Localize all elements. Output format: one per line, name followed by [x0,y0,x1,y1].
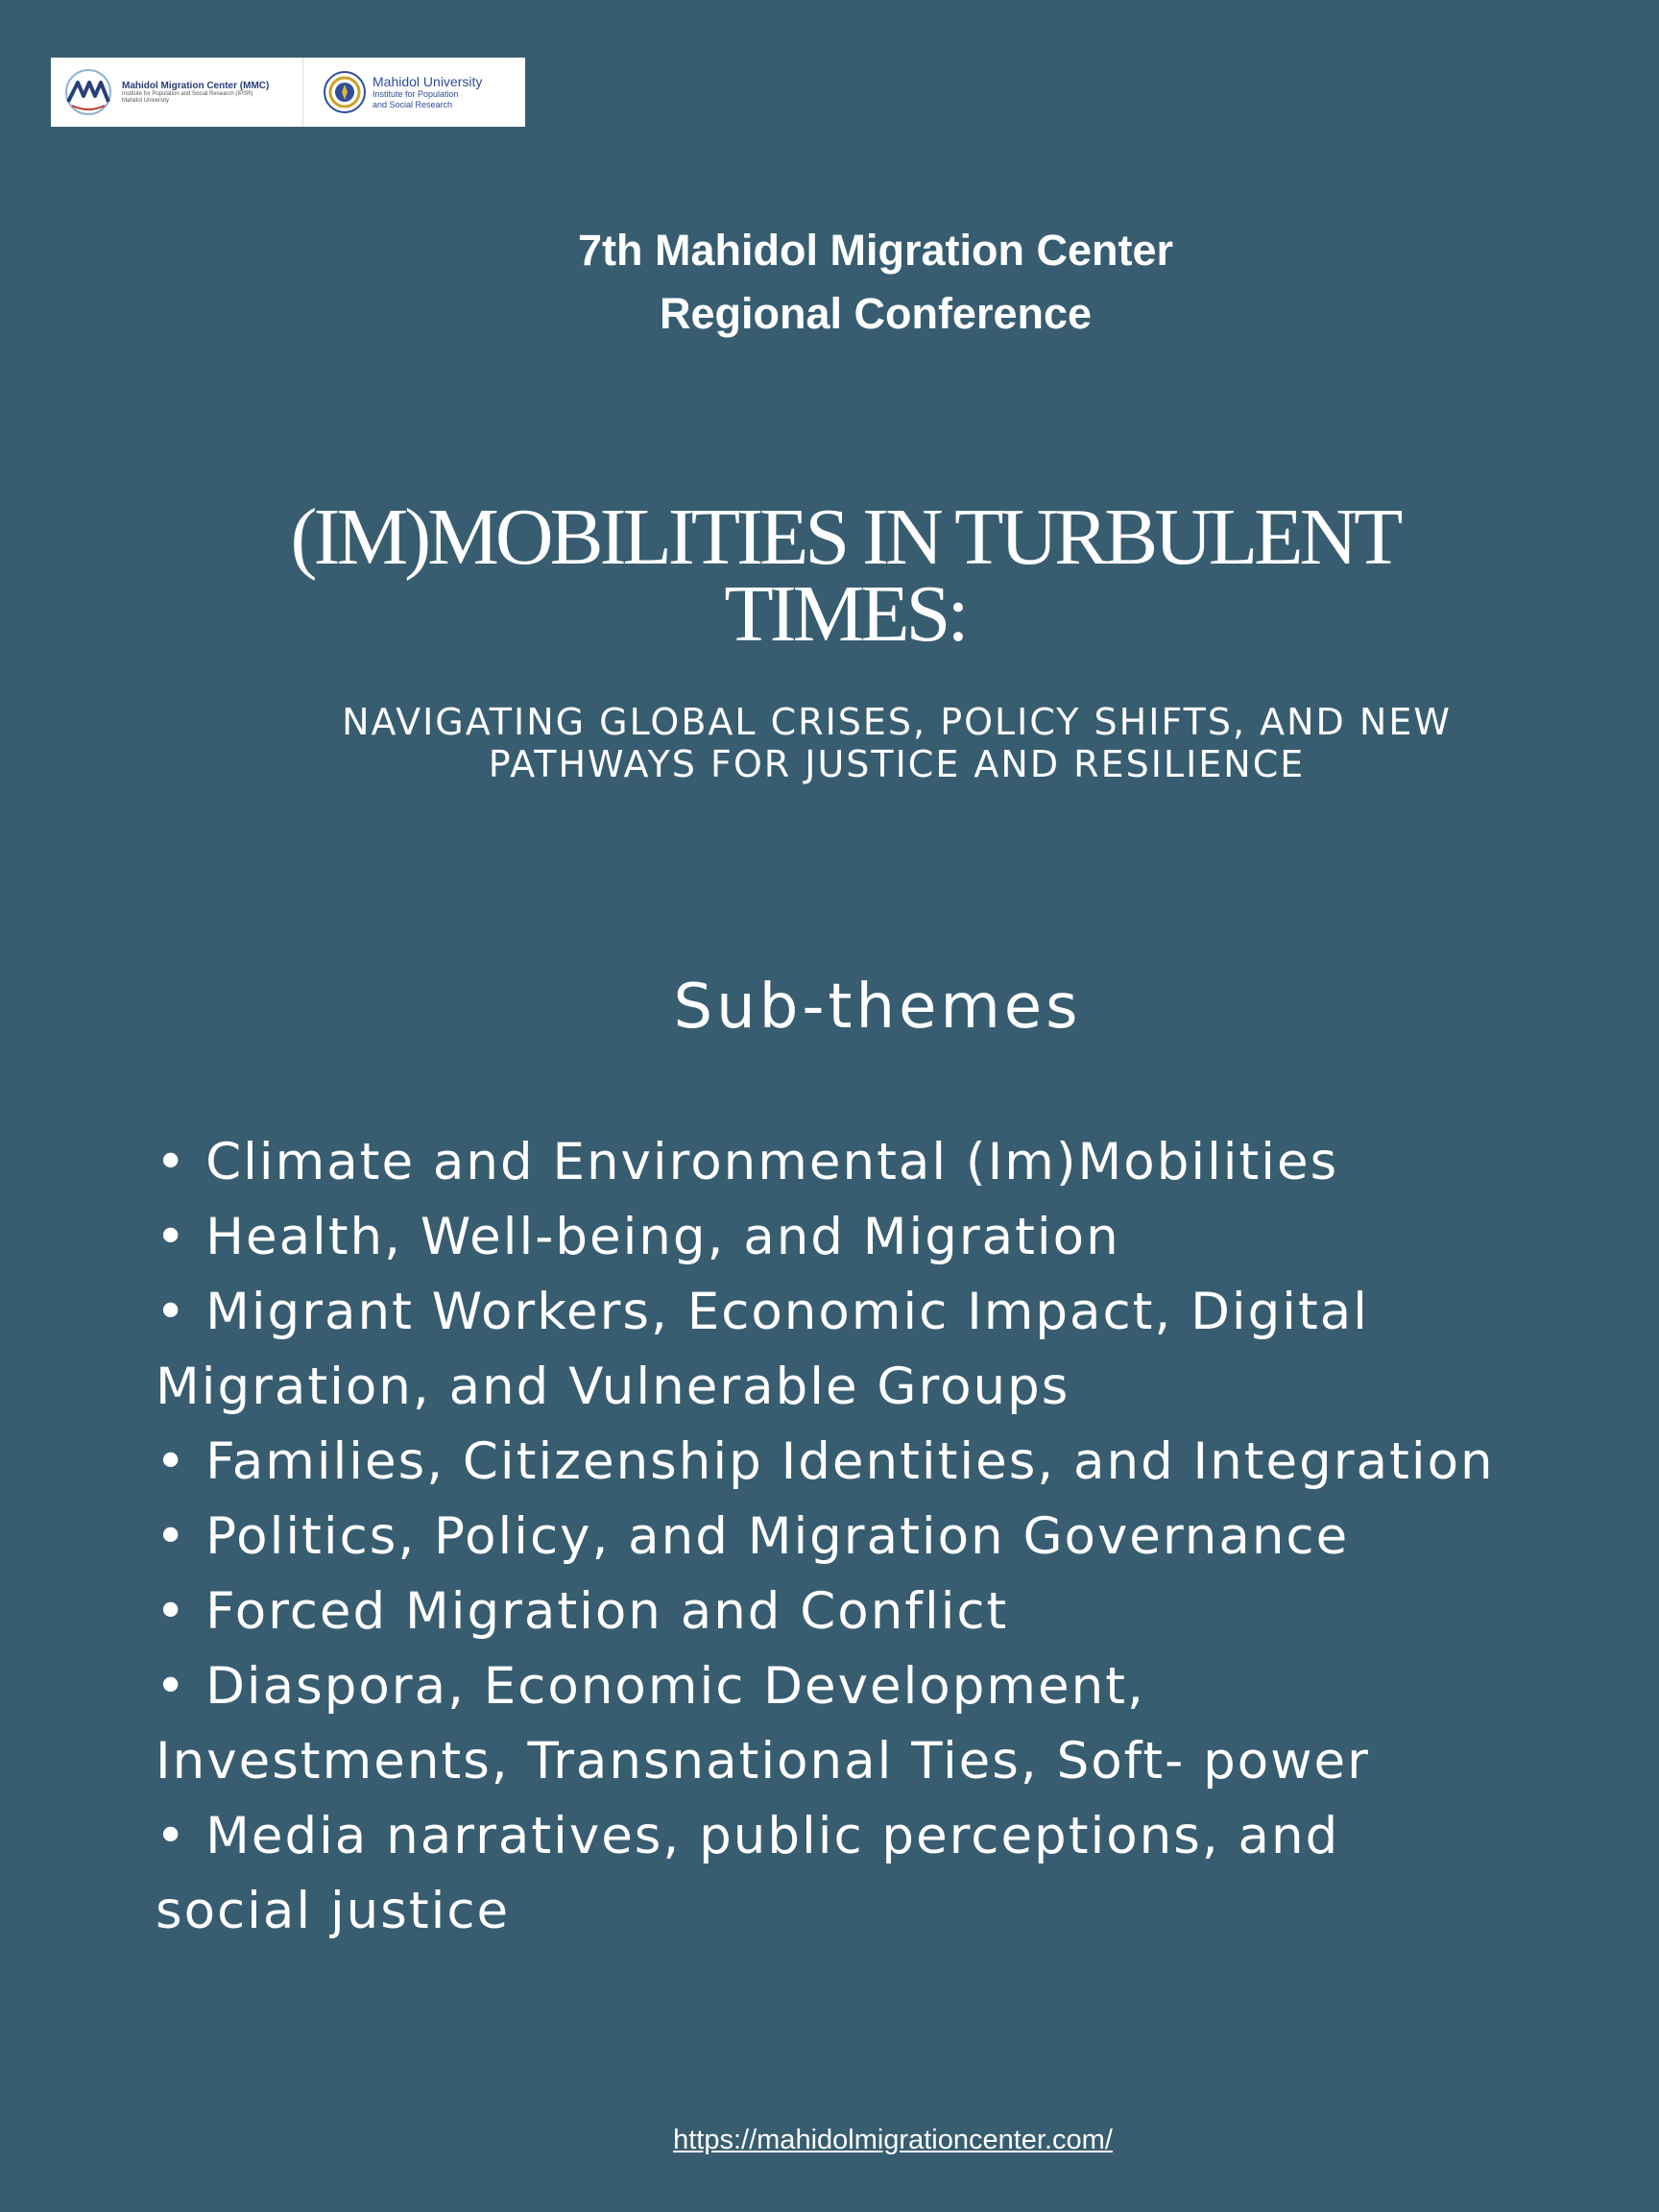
subthemes-list [156,1125,1624,1949]
mahidol-logo-name: Mahidol University [373,73,483,89]
mmc-logo [60,58,303,127]
theme-title-line-1: (IM)MOBILITIES IN TURBULENT [290,493,1400,582]
mahidol-university-logo [303,58,482,127]
subtheme-line: • Forced Migration and Conflict [156,1582,1009,1641]
subtheme-line: • Families, Citizenship Identities, and Integration [156,1432,1495,1491]
mmc-logo-icon [60,67,116,117]
conference-title-line-2: Regional Conference [659,289,1093,338]
subtheme-line: social justice [156,1882,511,1940]
subtheme-line: • Media narratives, public perceptions, and [156,1807,1340,1865]
theme-title [0,493,1659,659]
website-link[interactable]: https://mahidolmigrationcenter.com/ [673,2125,1113,2155]
theme-subtitle-line-2: PATHWAYS FOR JUSTICE AND RESILIENCE [488,743,1306,785]
subtheme-line: • Diaspora, Economic Development, [156,1657,1145,1716]
conference-title [0,219,1659,346]
subtheme-line: • Politics, Policy, and Migration Governance [156,1507,1350,1566]
mahidol-seal-icon [323,70,367,114]
mahidol-logo-sub-2: and Social Research [373,99,453,109]
mmc-logo-sub-1: Institute for Population and Social Research (IPSR) [122,90,253,97]
theme-subtitle [0,701,1659,785]
subtheme-line: Investments, Transnational Ties, Soft- power [156,1732,1370,1791]
mmc-logo-sub-2: Mahidol University [122,97,170,104]
logo-banner [51,58,525,127]
subtheme-line: • Climate and Environmental (Im)Mobilities [156,1133,1339,1191]
subtheme-line: • Health, Well-being, and Migration [156,1208,1120,1266]
subtheme-line: Migration, and Vulnerable Groups [156,1358,1070,1416]
mahidol-logo-sub-1: Institute for Population [373,89,459,100]
mmc-logo-name: Mahidol Migration Center (MMC) [122,80,270,91]
conference-title-line-1: 7th Mahidol Migration Center [577,226,1173,275]
subthemes-heading: Sub-themes [673,972,1082,1043]
theme-title-line-2: TIMES: [724,569,966,659]
theme-subtitle-line-1: NAVIGATING GLOBAL CRISES, POLICY SHIFTS, AND NEW [342,701,1452,743]
subtheme-line: • Migrant Workers, Economic Impact, Digital [156,1283,1370,1341]
